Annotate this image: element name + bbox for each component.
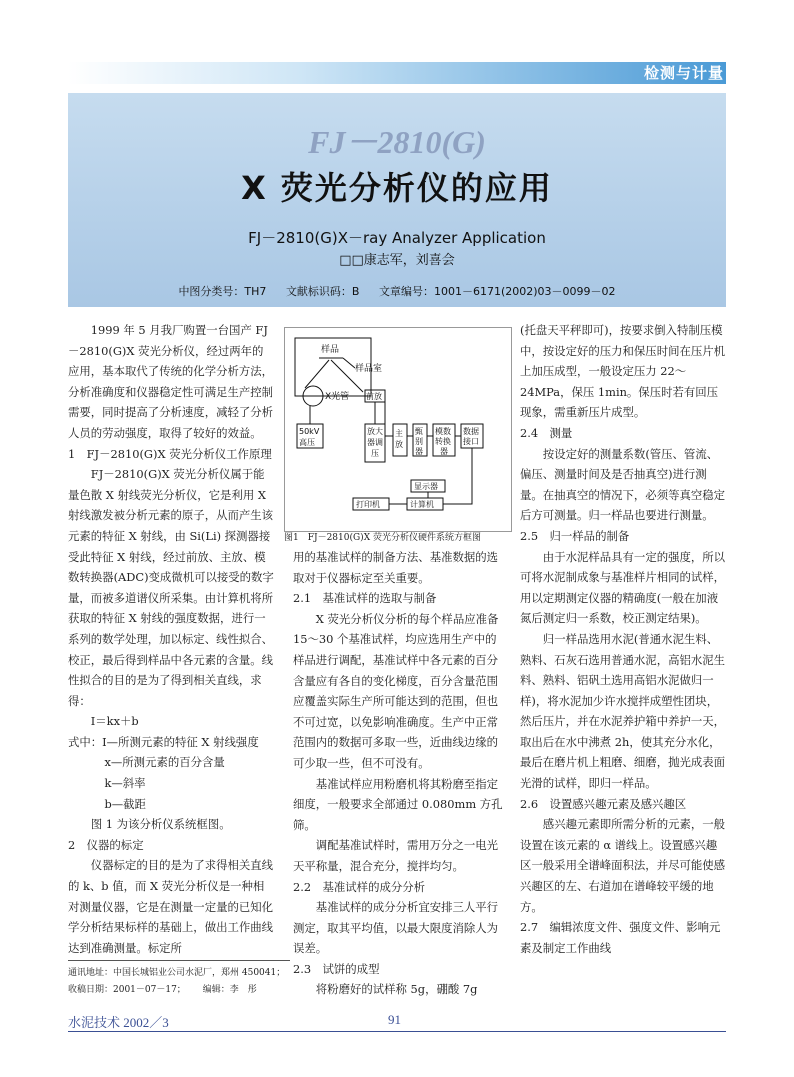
paragraph: 归一样品选用水泥(普通水泥生料、熟料、石灰石选用普通水泥，高铝水泥生料、熟料、铝矾土选用高铝水泥做归一样)，将水泥加少许水搅拌成塑性团块，然后压片，并在水泥养护箱中养护一天，取出后在水中沸煮 2h，使其充分水化，最后在磨片机上粗磨、细磨，抛光成表面光滑的试样，即归一样品。 [520, 631, 726, 791]
fig-label-sample: 样品 [321, 345, 340, 355]
section-heading: 2.5 归一样品的制备 [520, 528, 630, 543]
column-1 [68, 320, 274, 958]
footnote-rule [68, 960, 290, 961]
paragraph: X 荧光分析仪分析的每个样品应准备 15～30 个基准试样，均应选用生产中的样品进行调配，基准试样中各元素的百分含量应有各自的变化梯度，百分含量范围应覆盖实际生产所可能达到的范围，但也不可过宽，以免影响准确度。生产中正常范围内的数据可多取一些，近曲线边缘的可少取一些，但不可没有。 [293, 611, 499, 770]
fig-label-adc-2: 转换 [435, 437, 451, 446]
figure-caption: 图1 FJ－2810(G)X 荧光分析仪硬件系统方框图 [284, 533, 481, 543]
equation-legend: b—截距 [104, 796, 146, 811]
paragraph: 1999 年 5 月我厂购置一台国产 FJ－2810(G)X 荧光分析仪，经过两年的应用，基本取代了传统的化学分析方法，分析准确度和仪器稳定性可满足生产控制需要，同时提高了分析速度，减轻了分析人员的劳动强度，取得了较好的效益。 [68, 323, 274, 440]
class-number: 中图分类号：TH7 [178, 285, 267, 298]
document-code: 文献标识码：B [285, 285, 360, 298]
equation-legend: k—斜率 [104, 776, 146, 791]
journal-name: 水泥技术 2002／3 [68, 1015, 169, 1030]
paragraph: 用的基准试样的制备方法、基准数据的选取对于仪器标定至关重要。 [293, 550, 499, 585]
paragraph: 感兴趣元素即所需分析的元素，一般设置在该元素的 α 谱线上。设置感兴趣区一般采用全谱峰面积法，并尽可能使感兴趣区的左、右道加在谱峰较平缓的地方。 [520, 817, 726, 914]
header-bar [68, 62, 726, 84]
fig-label-printer: 打印机 [356, 500, 380, 509]
equation-legend: x—所测元素的百分含量 [104, 755, 225, 770]
column-3 [520, 320, 728, 958]
classification-line [68, 283, 726, 299]
paragraph: 调配基准试样时，需用万分之一电光天平称量，混合充分，搅拌均匀。 [293, 838, 499, 873]
section-heading: 2 仪器的标定 [68, 837, 144, 852]
page-number: 91 [388, 1012, 401, 1027]
fig-label-xray-tube: X光管 [325, 392, 350, 402]
section-heading: 2.4 测量 [520, 425, 573, 440]
footnote-received: 收稿日期：2001－07－17； [68, 985, 186, 995]
model-title: FJ－2810(G) [308, 124, 486, 160]
fig-label-computer: 计算机 [410, 500, 434, 509]
fig-label-hv-2: 高压 [299, 438, 315, 447]
paragraph: 由于水泥样品具有一定的强度，所以可将水泥制成象与基准样片相同的试样，用以定期测定仪器的精确度(一般在加液氮后测定归一系数，校正测定结果)。 [520, 549, 726, 626]
fig-label-pulse-1: 主 [395, 429, 403, 438]
fig-label-sample-chamber: 样品室 [355, 364, 383, 374]
paragraph: (托盘天平秤即可)，按要求倒入特制压模中，按设定好的压力和保压时间在压片机上加压成型，一般设定压力 22～24MPa，保压 1min。保压时若有回压现象，需重新压片成型。 [520, 323, 726, 420]
authors: □□康志军，刘喜会 [339, 253, 455, 268]
fig-label-hv-1: 50kV [299, 427, 320, 436]
paragraph: 按设定好的测量系数(管压、管流、偏压、测量时间及是否抽真空)进行测量。在抽真空的情况下，必须等真空稳定后方可测量。归一样品也要进行测量。 [520, 446, 726, 523]
leader-line [343, 358, 355, 368]
section-heading: 2.6 设置感兴趣元素及感兴趣区 [520, 796, 687, 811]
fig-label-display: 显示器 [414, 482, 438, 491]
equation-legend: 式中：I—所测元素的特征 X 射线强度 [68, 734, 259, 749]
fig-label-iface-2: 接口 [463, 437, 479, 446]
fig-label-amp-2: 器调 [367, 438, 383, 447]
section-label: 检测与计量 [643, 64, 724, 82]
fig-label-adc-1: 模数 [435, 427, 451, 436]
fig-label-shape-1: 甄 [415, 427, 423, 436]
fig-label-pulse-2: 放 [395, 440, 403, 449]
fig-label-amp-1: 放大 [367, 427, 383, 436]
fig-label-preamp: 前放 [366, 392, 382, 401]
section-heading: 2.1 基准试样的选取与制备 [293, 591, 437, 606]
footnote-editor: 编辑：李 彤 [202, 985, 257, 995]
paragraph: 基准试样应用粉磨机将其粉磨至指定细度，一般要求全部通过 0.080mm 方孔筛。 [293, 776, 503, 832]
article-number: 文章编号：1001－6171(2002)03－0099－02 [378, 285, 616, 298]
fig-label-shape-3: 器 [415, 447, 423, 456]
fig-label-iface-1: 数据 [463, 427, 479, 436]
fig-label-shape-2: 别 [415, 437, 423, 446]
footer-rule [68, 1031, 726, 1032]
column-2 [293, 547, 503, 1000]
block-diagram [285, 328, 511, 531]
block-diagram-figure [284, 327, 512, 532]
footnote-address: 通讯地址：中国长城铝业公司水泥厂，郑州 450041； [68, 968, 286, 978]
chinese-title: X 荧光分析仪的应用 [241, 169, 553, 207]
paragraph: 仪器标定的目的是为了求得相关直线的 k、b 值，而 X 荧光分析仪是一种相对测量仪器，它是在测量一定量的已知化学分析结果标样的基础上，做出工作曲线达到准确测量。标定所 [68, 858, 274, 955]
fig-label-adc-3: 器 [440, 447, 448, 456]
english-title: FJ－2810(G)X－ray Analyzer Application [248, 229, 546, 247]
paragraph: 基准试样的成分分析宜安排三人平行测定，取其平均值，以最大限度消除人为误差。 [293, 900, 499, 956]
section-heading: 2.3 试饼的成型 [293, 961, 380, 976]
paragraph: FJ－2810(G)X 荧光分析仪属于能量色散 X 射线荧光分析仪，它是利用 X 射线激发被分析元素的原子，从而产生该元素的特征 X 射线，由 Si(Li) 探测器接受此特征 X 射线，经过前放、主放、模数转换器(ADC)变成微机可以接受的数字量，而被多道谱仪所采集。由计算机将所获取的特征 X 射线的强度数据，进行一系列的数学处理，加以标定、线性拟合、校正，最后得到样品中各元素的含量。线性拟合的目的是为了得到相关直线，求得： [68, 467, 274, 708]
section-heading: 2.2 基准试样的成分分析 [293, 879, 426, 894]
title-banner [68, 93, 726, 307]
section-heading: 1 FJ－2810(G)X 荧光分析仪工作原理 [68, 446, 272, 461]
beam-line [305, 360, 329, 388]
paragraph: 图 1 为该分析仪系统框图。 [90, 817, 231, 832]
footnote-dates [68, 983, 298, 998]
equation: I＝kx＋b [90, 714, 139, 729]
fig-label-amp-3: 压 [371, 449, 379, 458]
paragraph: 将粉磨好的试样称 5g，硼酸 7g [315, 982, 478, 997]
section-heading: 2.7 编辑浓度文件、强度文件、影响元素及制定工作曲线 [520, 920, 721, 955]
